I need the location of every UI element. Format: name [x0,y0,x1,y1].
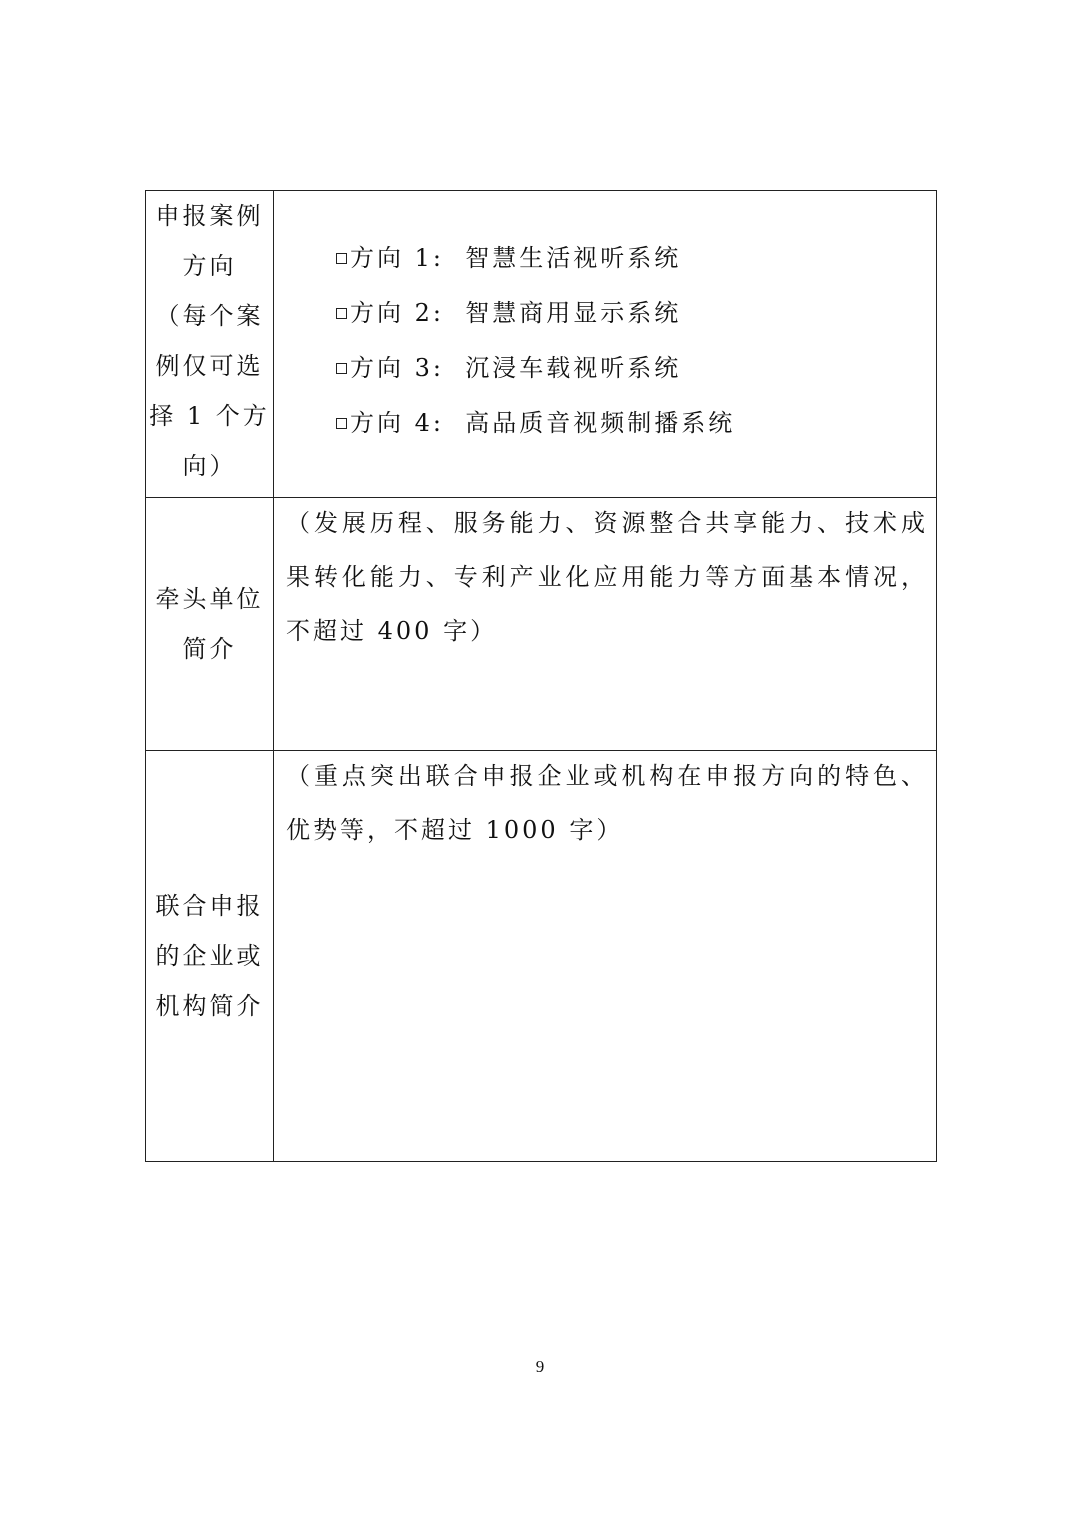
direction-option-3[interactable] [336,341,936,396]
joint-applicant-label-line: 的企业或 [155,942,264,970]
lead-unit-row [146,498,937,751]
checkbox-icon[interactable] [336,418,347,429]
direction-option-2[interactable] [336,286,936,341]
case-direction-label-line: 择 1 个方 [149,402,270,430]
case-direction-label-line: （每个案 [155,302,264,330]
case-direction-label-line: 方向 [182,252,237,280]
direction-option-text: 高品质音视频制播系统 [465,409,736,437]
joint-applicant-instruction: （重点突出联合申报企业或机构在申报方向的特色、优势等，不超过 1000 字） [286,762,928,844]
page-number: 9 [535,1357,545,1376]
direction-option-text: 智慧生活视听系统 [465,244,682,272]
direction-option-text: 沉浸车载视听系统 [465,354,682,382]
direction-option-prefix: 方向 2: [350,299,444,327]
case-direction-options-cell [274,191,937,498]
lead-unit-content-cell[interactable] [274,498,937,751]
lead-unit-label-line: 牵头单位 [155,585,264,613]
application-form-table [145,190,937,1162]
lead-unit-instruction: （发展历程、服务能力、资源整合共享能力、技术成果转化能力、专利产业化应用能力等方面基本情况，不超过 400 字） [286,509,928,645]
joint-applicant-label-line: 联合申报 [155,892,264,920]
direction-option-prefix: 方向 4: [350,409,444,437]
checkbox-icon[interactable] [336,363,347,374]
case-direction-label-line: 申报案例 [155,202,264,230]
lead-unit-label-line: 简介 [182,635,237,663]
direction-option-prefix: 方向 3: [350,354,444,382]
direction-option-text: 智慧商用显示系统 [465,299,682,327]
joint-applicant-label-cell [146,751,274,1162]
direction-option-1[interactable] [336,231,936,286]
lead-unit-label-cell [146,498,274,751]
case-direction-label-line: 例仅可选 [155,352,264,380]
checkbox-icon[interactable] [336,253,347,264]
checkbox-icon[interactable] [336,308,347,319]
joint-applicant-row [146,751,937,1162]
joint-applicant-label-line: 机构简介 [155,992,264,1020]
case-direction-label-cell [146,191,274,498]
case-direction-label-line: 向） [182,452,237,480]
joint-applicant-content-cell[interactable] [274,751,937,1162]
direction-options-list [274,191,936,451]
case-direction-row [146,191,937,498]
direction-option-4[interactable] [336,396,936,451]
direction-option-prefix: 方向 1: [350,244,444,272]
